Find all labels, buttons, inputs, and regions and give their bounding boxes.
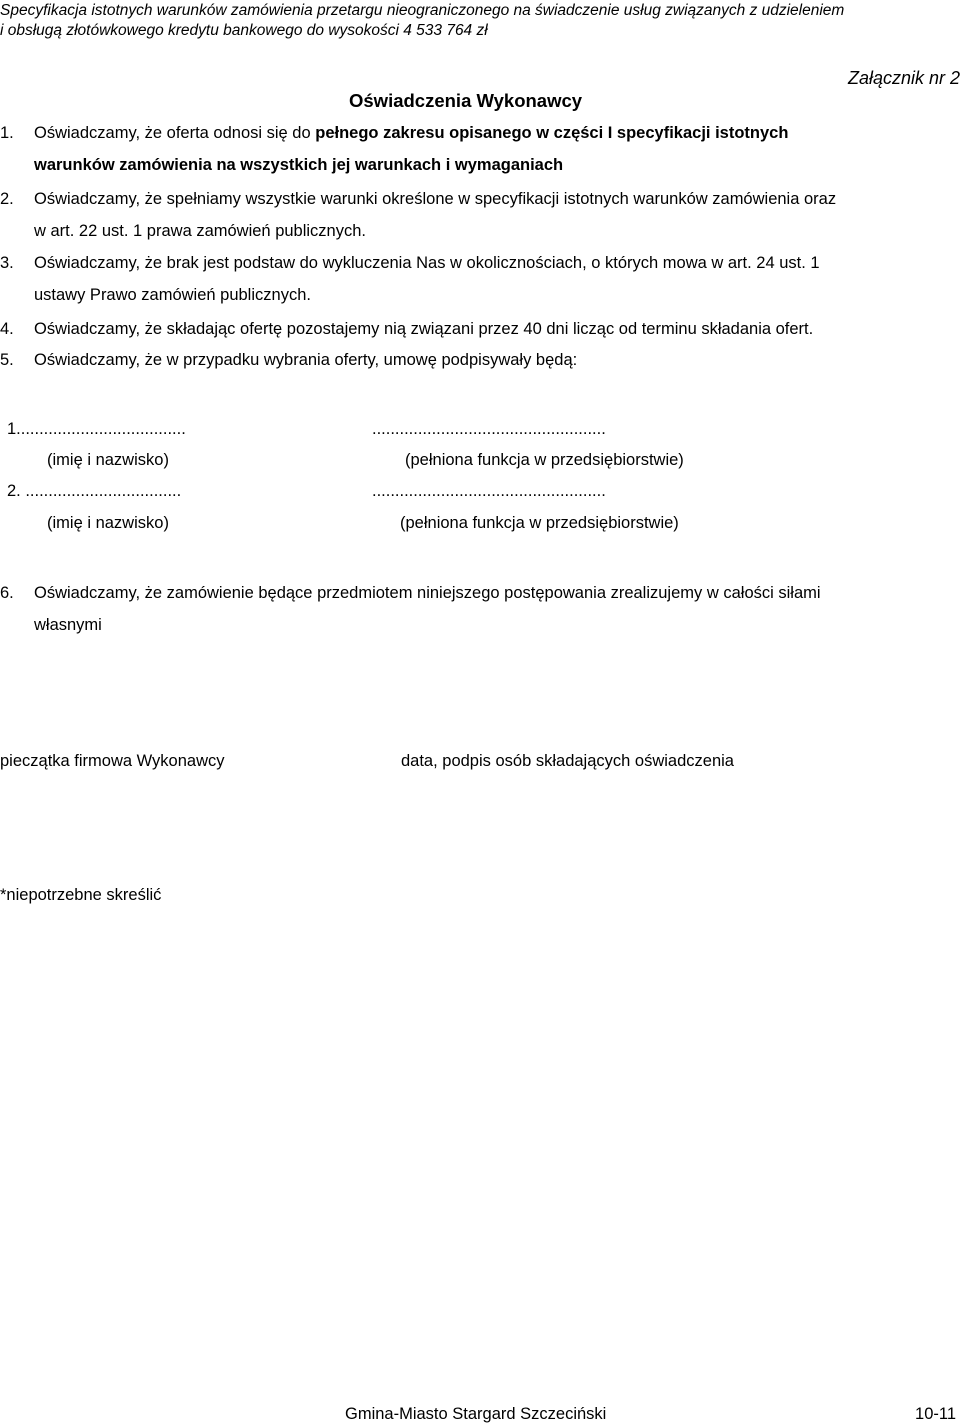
text: Oświadczamy, że oferta odnosi się do [34, 124, 316, 142]
signer-2-name-caption: (imię i nazwisko) [47, 514, 169, 532]
company-stamp-label: pieczątka firmowa Wykonawcy [0, 752, 225, 770]
text: Oświadczamy, że brak jest podstaw do wykluczenia Nas w okolicznościach, o których mowa w art. 24 ust. 1 [34, 254, 820, 272]
item-line [34, 351, 577, 371]
signer-1-name-line: 1..................................... [7, 420, 186, 438]
annex-label: Załącznik nr 2 [847, 68, 960, 88]
signer-1-name-caption: (imię i nazwisko) [47, 451, 169, 469]
footer-page-number: 10-11 [915, 1405, 956, 1423]
text: Oświadczamy, że składając ofertę pozostajemy nią związani przez 40 dni licząc od terminu składania ofert. [34, 320, 814, 338]
item-line [34, 222, 366, 242]
signer-1-function-caption: (pełniona funkcja w przedsiębiorstwie) [405, 451, 684, 469]
item-number: 1. [0, 124, 14, 142]
item-6-number: 6. [0, 584, 14, 602]
item-line [34, 156, 563, 176]
footnote: *niepotrzebne skreślić [0, 886, 162, 904]
bold-text: warunków zamówienia na wszystkich jej warunkach i wymaganiach [34, 156, 564, 174]
text: w art. 22 ust. 1 prawa zamówień publicznych. [34, 222, 366, 240]
item-number: 3. [0, 254, 14, 272]
item-line [34, 286, 311, 306]
footer-municipality: Gmina-Miasto Stargard Szczeciński [345, 1405, 607, 1423]
item-6-line-2: własnymi [34, 616, 102, 634]
header-line-1: Specyfikacja istotnych warunków zamówienia przetargu nieograniczonego na świadczenie usług związanych z udzieleniem [0, 2, 845, 19]
item-number: 2. [0, 190, 14, 208]
document-title: Oświadczenia Wykonawcy [349, 90, 583, 111]
header-line-2: i obsługą złotówkowego kredytu bankowego do wysokości 4 533 764 zł [0, 22, 488, 39]
item-line [34, 320, 813, 340]
item-6-line-1: Oświadczamy, że zamówienie będące przedmiotem niniejszego postępowania zrealizujemy w całości siłami [34, 584, 821, 602]
text: Oświadczamy, że w przypadku wybrania oferty, umowę podpisywały będą: [34, 351, 578, 369]
item-number: 5. [0, 351, 14, 369]
item-line [34, 190, 836, 210]
item-line [34, 254, 820, 274]
signature-label: data, podpis osób składających oświadczenia [401, 752, 734, 770]
item-number: 4. [0, 320, 14, 338]
signer-2-name-line: 2. .................................. [7, 482, 182, 500]
item-line [34, 124, 788, 144]
signer-2-function-caption: (pełniona funkcja w przedsiębiorstwie) [400, 514, 679, 532]
signer-2-function-line: ................................................... [372, 482, 606, 500]
text: Oświadczamy, że spełniamy wszystkie warunki określone w specyfikacji istotnych warunków zamówienia oraz [34, 190, 837, 208]
signer-1-function-line: ................................................... [372, 420, 606, 438]
bold-text: pełnego zakresu opisanego w części I specyfikacji istotnych [315, 124, 789, 142]
text: ustawy Prawo zamówień publicznych. [34, 286, 311, 304]
